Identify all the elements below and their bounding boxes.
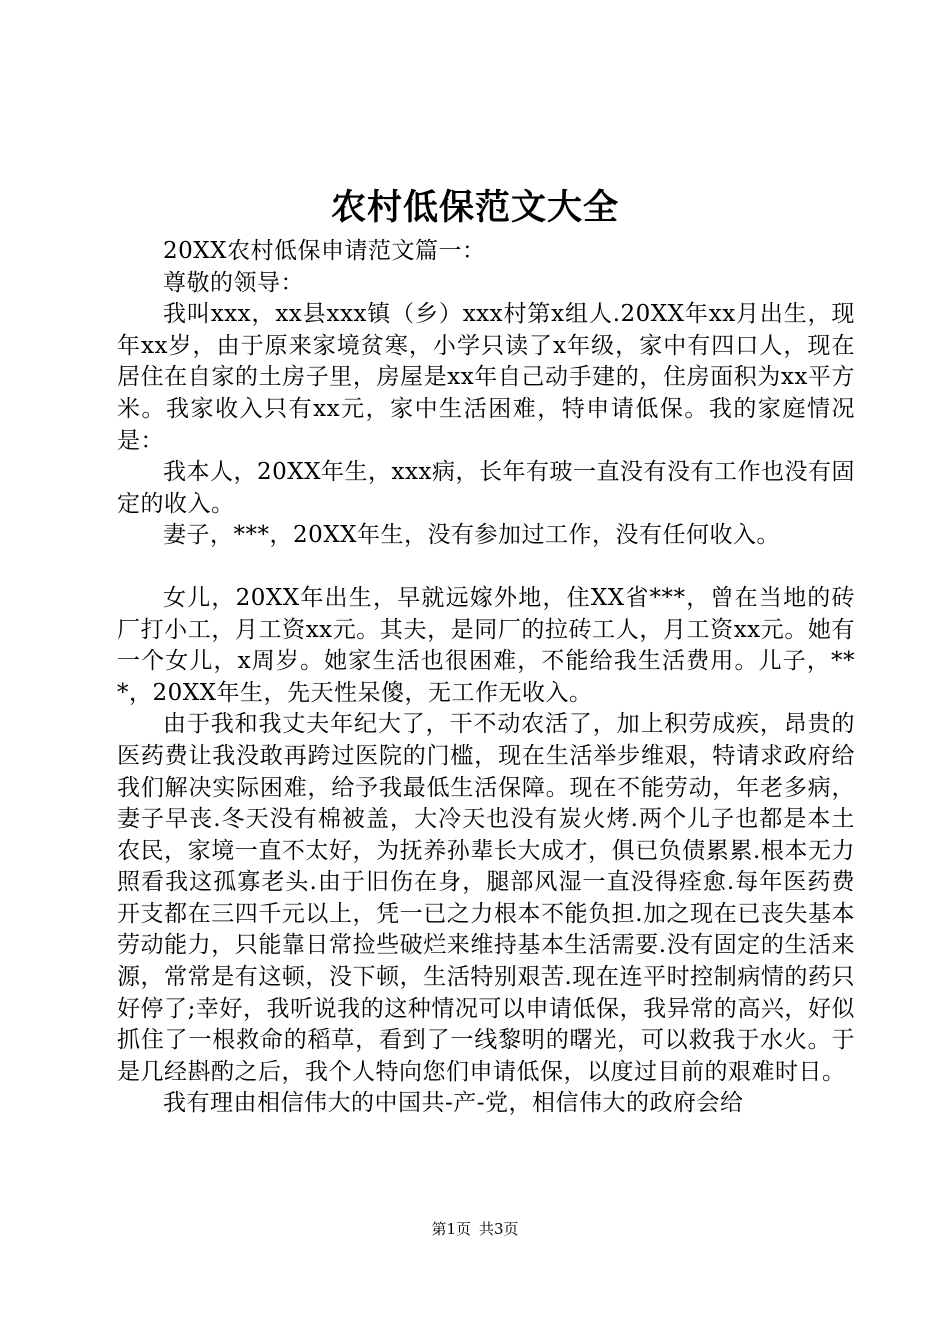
paragraph-request: 由于我和我丈夫年纪大了，干不动农活了，加上积劳成疾，昂贵的医药费让我没敢再跨过医院的门槛，现在生活举步维艰，特请求政府给我们解决实际困难，给予我最低生活保障。现在不能劳动，年老多病，妻子早丧.冬天没有棉被盖，大冷天也没有炭火烤.两个儿子也都是本土农民，家境一直不太好，为抚养孙辈长大成才，俱已负债累累.根本无力照看我这孤寡老头.由于旧伤在身，腿部风湿一直没得痊愈.每年医药费开支都在三四千元以上，凭一已之力根本不能负担.加之现在已丧失基本劳动能力，只能靠日常捡些破烂来维持基本生活需要.没有固定的生活来源，常常是有这顿，没下顿，生活特别艰苦.现在连平时控制病情的药只好停了;幸好，我听说我的这种情况可以申请低保，我异常的高兴，好似抓住了一根救命的稻草，看到了一线黎明的曙光，可以救我于水火。于是几经斟酌之后，我个人特向您们申请低保，以度过目前的艰难时日。 — [117, 711, 855, 1085]
paragraph-self: 我本人，20XX年生，xxx病，长年有玻一直没有没有工作也没有固定的收入。 — [117, 459, 855, 517]
paragraph-closing: 我有理由相信伟大的中国共-产-党，相信伟大的政府会给 — [163, 1090, 744, 1117]
paragraph-children: 女儿，20XX年出生，早就远嫁外地，住XX省***，曾在当地的砖厂打小工，月工资xx元。其夫，是同厂的拉砖工人，月工资xx元。她有一个女儿，x周岁。她家生活也很困难，不能给我生活费用。儿子，***，20XX年生，先天性呆傻，无工作无收入。 — [117, 584, 855, 706]
paragraph-salutation: 尊敬的领导： — [163, 269, 304, 296]
paragraph-wife: 妻子，***，20XX年生，没有参加过工作，没有任何收入。 — [163, 522, 781, 549]
page-number: 第1页 — [431, 1220, 471, 1238]
paragraph-heading: 20XX农村低保申请范文篇一： — [163, 238, 486, 264]
document-title: 农村低保范文大全 — [330, 187, 619, 228]
page-footer — [0, 1218, 950, 1240]
page-total: 共3页 — [479, 1220, 519, 1238]
document-body — [117, 236, 855, 1120]
paragraph-introduction: 我叫xxx，xx县xxx镇（乡）xxx村第x组人.20XX年xx月出生，现年xx岁，由于原来家境贫寒，小学只读了x年级，家中有四口人，现在居住在自家的土房子里，房屋是xx年自己动手建的，住房面积为xx平方米。我家收入只有xx元，家中生活困难，特申请低保。我的家庭情况是： — [117, 301, 855, 454]
